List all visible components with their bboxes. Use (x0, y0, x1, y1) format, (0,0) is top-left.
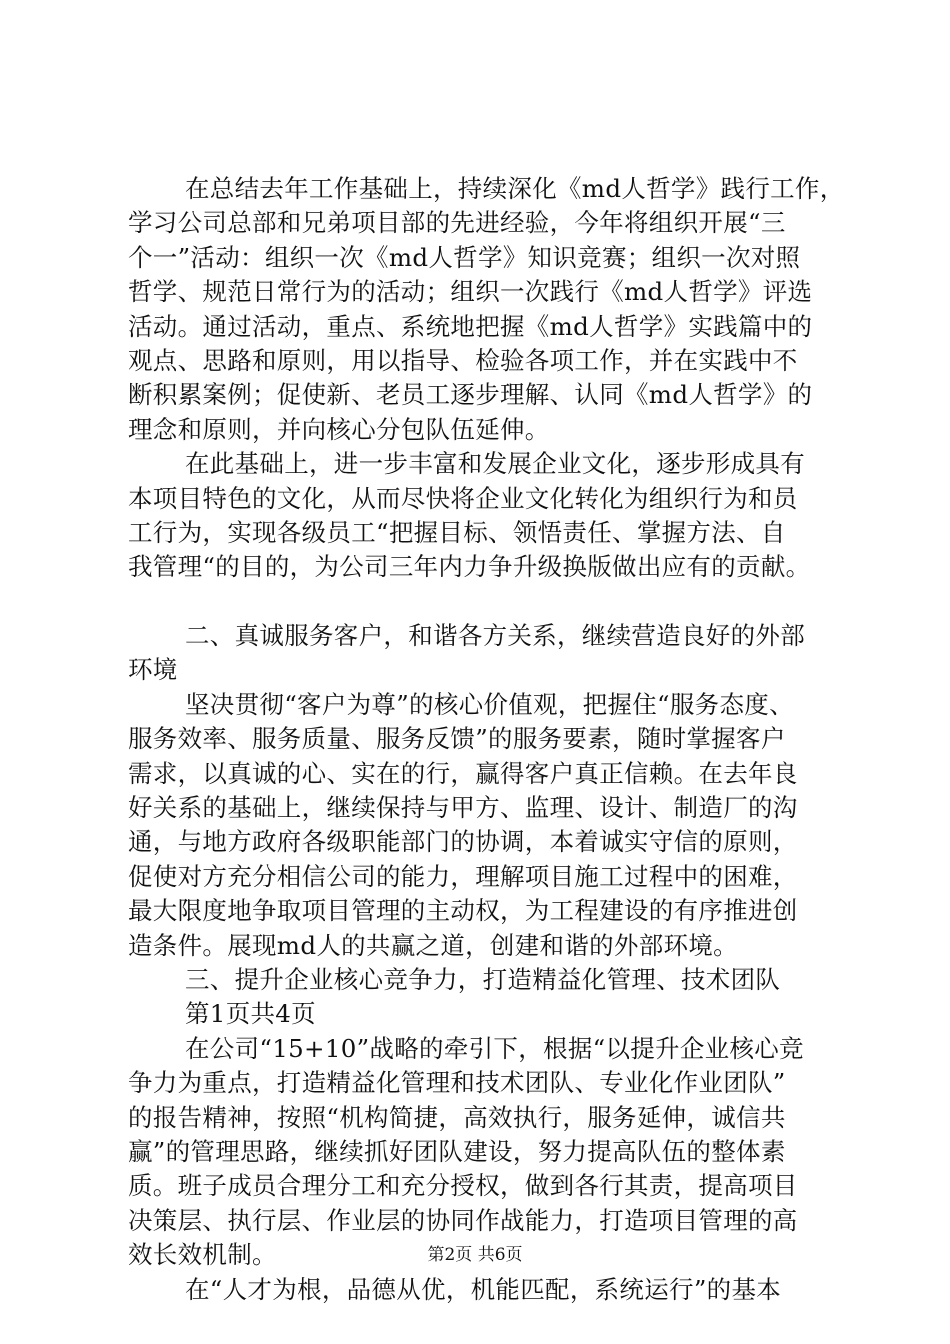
paragraph-line: 需求，以真诚的心、实在的行，赢得客户真正信赖。在去年良 (128, 758, 798, 788)
paragraph-line: 决策层、执行层、作业层的协同作战能力，打造项目管理的高 (128, 1205, 798, 1235)
paragraph-line: 在总结去年工作基础上，持续深化《md人哲学》践行工作， (185, 174, 845, 203)
paragraph-line: 观点、思路和原则，用以指导、检验各项工作，并在实践中不 (128, 345, 798, 375)
paragraph-line: 本项目特色的文化，从而尽快将企业文化转化为组织行为和员 (128, 483, 798, 513)
paragraph-line: 质。班子成员合理分工和充分授权，做到各行其责，提高项目 (128, 1171, 798, 1201)
page-footer: 第2页 共6页 (427, 1245, 523, 1265)
paragraph-line: 促使对方充分相信公司的能力，理解项目施工过程中的困难， (128, 861, 798, 891)
paragraph-line: 最大限度地争取项目管理的主动权，为工程建设的有序推进创 (128, 896, 798, 926)
paragraph-line: 断积累案例；促使新、老员工逐步理解、认同《md人哲学》的 (128, 380, 813, 410)
paragraph-line: 造条件。展现md人的共赢之道，创建和谐的外部环境。 (128, 930, 738, 960)
paragraph-line: 效长效机制。 (128, 1240, 277, 1270)
blank-line (128, 585, 838, 619)
paragraph-line: 个一”活动：组织一次《md人哲学》知识竞赛；组织一次对照 (128, 242, 801, 272)
paragraph-line: 工行为，实现各级员工“把握目标、领悟责任、掌握方法、自 (128, 517, 786, 547)
paragraph-line: 哲学、规范日常行为的活动；组织一次践行《md人哲学》评选 (128, 277, 813, 307)
section-heading-line: 二、真诚服务客户，和谐各方关系，继续营造良好的外部 (185, 621, 805, 651)
document-body (128, 172, 845, 1307)
paragraph-line: 的报告精神，按照“机构简捷，高效执行，服务延伸，诚信共 (128, 1102, 786, 1132)
paragraph-line: 通，与地方政府各级职能部门的协调，本着诚实守信的原则， (128, 827, 798, 857)
paragraph-line: 理念和原则，并向核心分包队伍延伸。 (128, 414, 550, 444)
paragraph-line: 在公司“15+10”战略的牵引下，根据“以提升企业核心竞 (185, 1033, 804, 1063)
paragraph-line: 坚决贯彻“客户为尊”的核心价值观，把握住“服务态度、 (185, 689, 794, 719)
section-heading-line: 三、提升企业核心竞争力，打造精益化管理、技术团队 (185, 964, 781, 994)
paragraph-line: 争力为重点，打造精益化管理和技术团队、专业化作业团队” (128, 1068, 786, 1098)
paragraph-line: 在“人才为根，品德从优，机能匹配，系统运行”的基本 (185, 1274, 782, 1304)
paragraph-line: 赢”的管理思路，继续抓好团队建设，努力提高队伍的整体素 (128, 1136, 786, 1166)
paragraph-line: 活动。通过活动，重点、系统地把握《md人哲学》实践篇中的 (128, 311, 813, 341)
inline-page-marker: 第1页共4页 (185, 999, 316, 1029)
section-heading-line: 环境 (128, 655, 178, 685)
paragraph-line: 好关系的基础上，继续保持与甲方、监理、设计、制造厂的沟 (128, 793, 798, 823)
paragraph-line: 在此基础上，进一步丰富和发展企业文化，逐步形成具有 (185, 449, 805, 479)
paragraph-line: 我管理“的目的，为公司三年内力争升级换版做出应有的贡献。 (128, 552, 811, 582)
paragraph-line: 学习公司总部和兄弟项目部的先进经验，今年将组织开展“三 (128, 208, 786, 238)
paragraph-line: 服务效率、服务质量、服务反馈”的服务要素，随时掌握客户 (128, 724, 786, 754)
